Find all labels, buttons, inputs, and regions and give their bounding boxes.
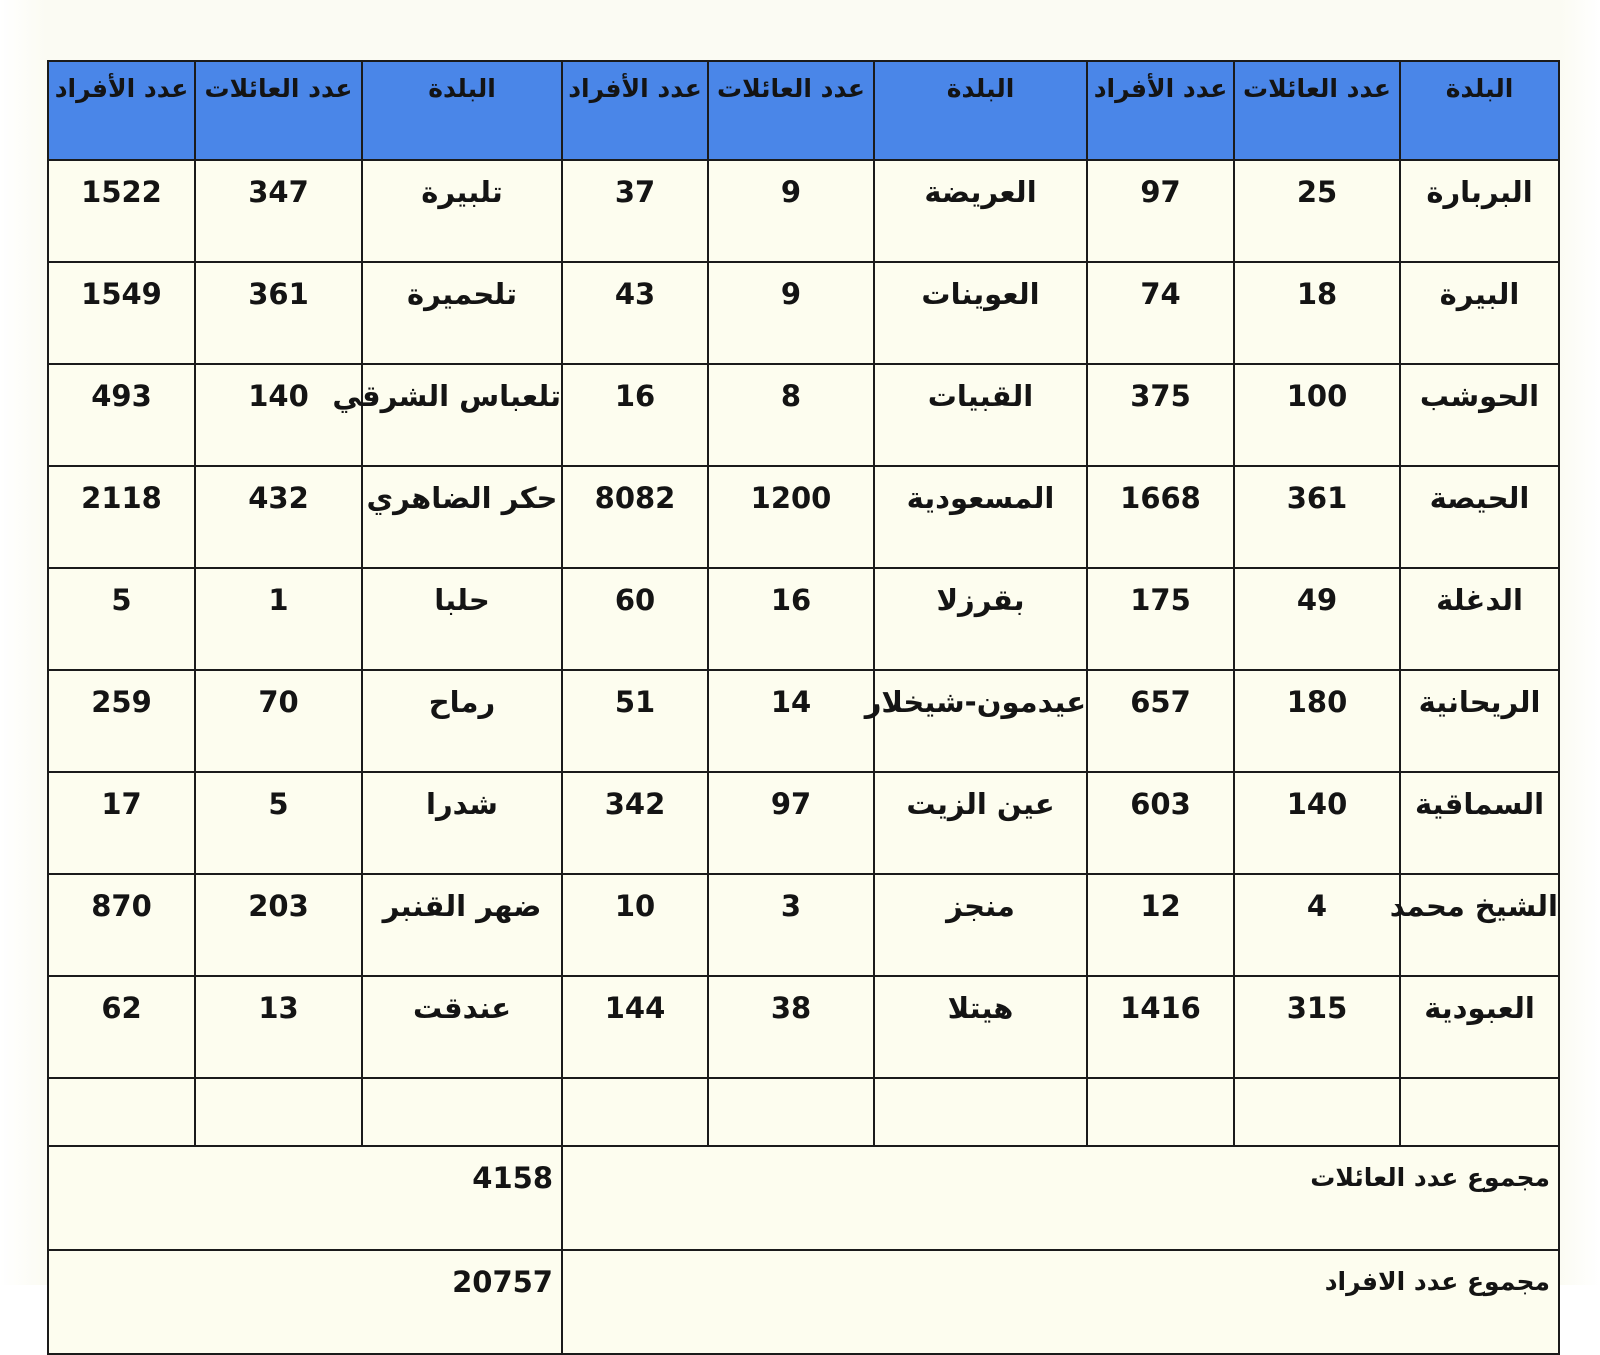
cell-village: الحيصة [1400, 466, 1559, 568]
cell-village: بقرزلا [874, 568, 1087, 670]
cell-families: 347 [195, 160, 362, 262]
cell-persons: 657 [1087, 670, 1234, 772]
cell-persons: 493 [48, 364, 195, 466]
cell-families: 203 [195, 874, 362, 976]
cell-persons: 8082 [562, 466, 708, 568]
cell-families: 25 [1234, 160, 1400, 262]
cell-persons: 1549 [48, 262, 195, 364]
header-row [48, 61, 1559, 160]
cell-persons: 43 [562, 262, 708, 364]
cell-families: 315 [1234, 976, 1400, 1078]
total-families-value: 4158 [48, 1146, 562, 1250]
cell-families: 432 [195, 466, 362, 568]
cell-village: تلعباس الشرقي [362, 364, 562, 466]
total-persons-value: 20757 [48, 1250, 562, 1354]
cell-village: هيتلا [874, 976, 1087, 1078]
cell-families: 9 [708, 262, 874, 364]
empty-cell [48, 1078, 195, 1146]
cell-village: رماح [362, 670, 562, 772]
cell-village: عيدمون-شيخلار [874, 670, 1087, 772]
empty-cell [562, 1078, 708, 1146]
table-row [48, 670, 1559, 772]
column-header-families: عدد العائلات [195, 61, 362, 160]
column-header-persons: عدد الأفراد [1087, 61, 1234, 160]
cell-families: 5 [195, 772, 362, 874]
cell-persons: 342 [562, 772, 708, 874]
empty-row [48, 1078, 1559, 1146]
cell-village: الدغلة [1400, 568, 1559, 670]
cell-persons: 144 [562, 976, 708, 1078]
cell-persons: 175 [1087, 568, 1234, 670]
cell-village: المسعودية [874, 466, 1087, 568]
cell-families: 140 [1234, 772, 1400, 874]
cell-persons: 10 [562, 874, 708, 976]
cell-families: 140 [195, 364, 362, 466]
cell-families: 361 [195, 262, 362, 364]
total-families-row [48, 1146, 1559, 1250]
cell-village: شدرا [362, 772, 562, 874]
cell-families: 4 [1234, 874, 1400, 976]
empty-cell [1087, 1078, 1234, 1146]
table-row [48, 976, 1559, 1078]
cell-families: 70 [195, 670, 362, 772]
cell-persons: 60 [562, 568, 708, 670]
table-row [48, 466, 1559, 568]
cell-families: 14 [708, 670, 874, 772]
column-header-persons: عدد الأفراد [562, 61, 708, 160]
cell-persons: 12 [1087, 874, 1234, 976]
column-header-persons: عدد الأفراد [48, 61, 195, 160]
column-header-village: البلدة [874, 61, 1087, 160]
cell-persons: 1668 [1087, 466, 1234, 568]
table-row [48, 568, 1559, 670]
column-header-families: عدد العائلات [708, 61, 874, 160]
cell-families: 16 [708, 568, 874, 670]
cell-persons: 5 [48, 568, 195, 670]
column-header-village: البلدة [362, 61, 562, 160]
empty-cell [362, 1078, 562, 1146]
cell-village: تلحميرة [362, 262, 562, 364]
cell-persons: 2118 [48, 466, 195, 568]
cell-families: 1200 [708, 466, 874, 568]
cell-families: 180 [1234, 670, 1400, 772]
cell-persons: 259 [48, 670, 195, 772]
empty-cell [195, 1078, 362, 1146]
table-row [48, 772, 1559, 874]
empty-cell [708, 1078, 874, 1146]
cell-village: القبيات [874, 364, 1087, 466]
cell-village: الحوشب [1400, 364, 1559, 466]
cell-families: 361 [1234, 466, 1400, 568]
table-row [48, 364, 1559, 466]
cell-families: 8 [708, 364, 874, 466]
cell-village: تلبيرة [362, 160, 562, 262]
total-families-label: مجموع عدد العائلات [562, 1146, 1559, 1250]
cell-village: ضهر القنبر [362, 874, 562, 976]
table-row [48, 160, 1559, 262]
empty-cell [1400, 1078, 1559, 1146]
cell-village: منجز [874, 874, 1087, 976]
cell-village: البربارة [1400, 160, 1559, 262]
cell-village: الشيخ محمد [1400, 874, 1559, 976]
cell-families: 18 [1234, 262, 1400, 364]
cell-village: البيرة [1400, 262, 1559, 364]
cell-village: العوينات [874, 262, 1087, 364]
cell-village: عين الزيت [874, 772, 1087, 874]
cell-persons: 17 [48, 772, 195, 874]
cell-families: 13 [195, 976, 362, 1078]
cell-persons: 97 [1087, 160, 1234, 262]
table-row [48, 874, 1559, 976]
cell-persons: 37 [562, 160, 708, 262]
column-header-families: عدد العائلات [1234, 61, 1400, 160]
empty-cell [874, 1078, 1087, 1146]
cell-village: العريضة [874, 160, 1087, 262]
cell-persons: 870 [48, 874, 195, 976]
cell-village: حلبا [362, 568, 562, 670]
cell-persons: 1416 [1087, 976, 1234, 1078]
cell-families: 3 [708, 874, 874, 976]
cell-persons: 51 [562, 670, 708, 772]
column-header-village: البلدة [1400, 61, 1559, 160]
cell-families: 38 [708, 976, 874, 1078]
cell-village: العبودية [1400, 976, 1559, 1078]
cell-village: الريحانية [1400, 670, 1559, 772]
total-persons-row [48, 1250, 1559, 1354]
cell-persons: 603 [1087, 772, 1234, 874]
total-persons-label: مجموع عدد الافراد [562, 1250, 1559, 1354]
cell-village: السماقية [1400, 772, 1559, 874]
cell-families: 9 [708, 160, 874, 262]
cell-village: حكر الضاهري [362, 466, 562, 568]
table-row [48, 262, 1559, 364]
cell-families: 1 [195, 568, 362, 670]
cell-families: 100 [1234, 364, 1400, 466]
cell-persons: 62 [48, 976, 195, 1078]
cell-village: عندقت [362, 976, 562, 1078]
cell-persons: 375 [1087, 364, 1234, 466]
cell-families: 49 [1234, 568, 1400, 670]
empty-cell [1234, 1078, 1400, 1146]
cell-families: 97 [708, 772, 874, 874]
cell-persons: 1522 [48, 160, 195, 262]
cell-persons: 16 [562, 364, 708, 466]
cell-persons: 74 [1087, 262, 1234, 364]
villages-table [47, 60, 1560, 1355]
